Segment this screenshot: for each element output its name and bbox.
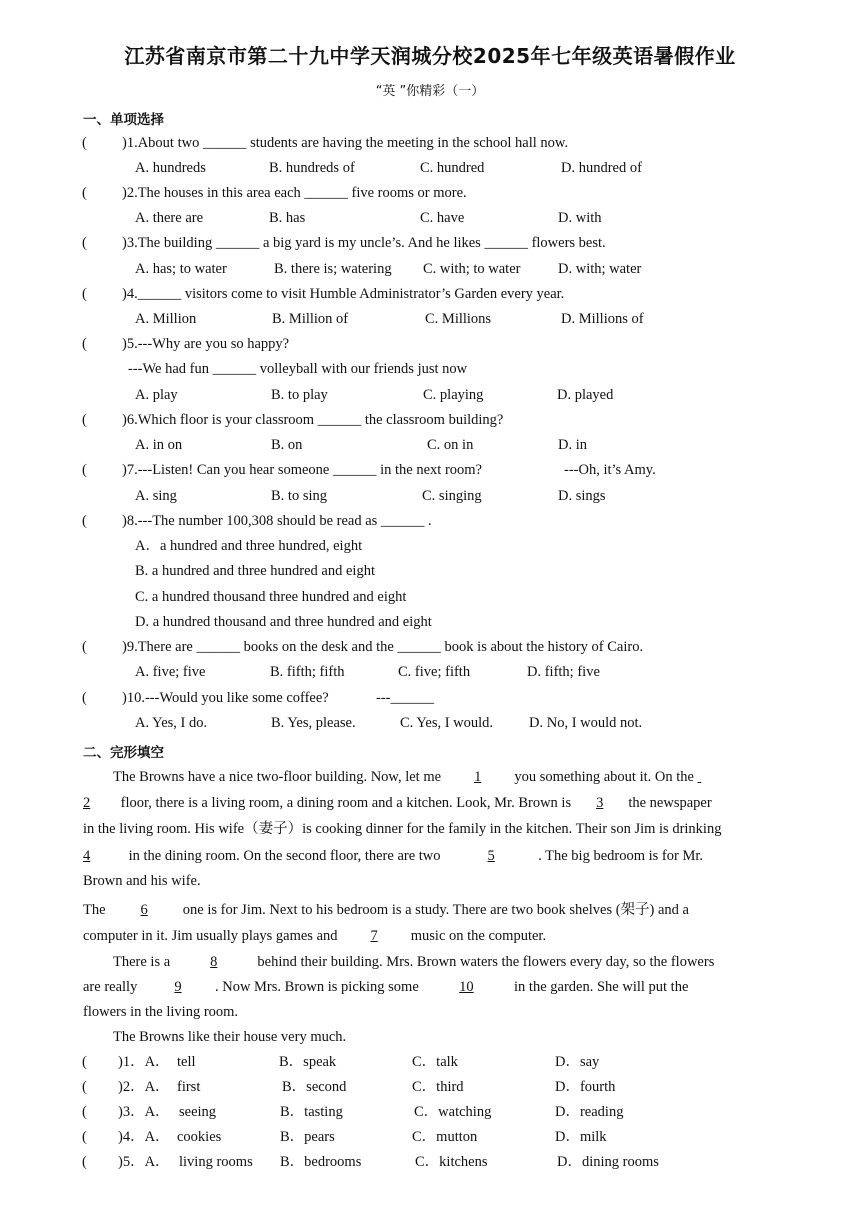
option-d: D. in — [558, 437, 587, 453]
option-d: D. a hundred thousand and three hundred and eight — [135, 614, 432, 630]
question-stem: )2.The houses in this area each ______ five rooms or more. — [122, 185, 467, 201]
page-subtitle: “英 ”你精彩（一） — [375, 84, 485, 99]
cloze-question-number: )5．A． — [118, 1154, 170, 1170]
section-heading-multiple-choice: 一、单项选择 — [83, 112, 164, 128]
blank-1: 1 — [474, 769, 482, 785]
passage-line: are really 9 . Now Mrs. Brown is picking some 10 in the garden. She will put the — [83, 979, 689, 995]
question-stem: )1.About two ______ students are having the meeting in the school hall now. — [122, 135, 569, 151]
option-c: C．watching — [414, 1104, 492, 1120]
option-c: C．talk — [412, 1054, 458, 1070]
passage-line: 2 floor, there is a living room, a dining room and a kitchen. Look, Mr. Brown is 3 the newspaper — [83, 795, 712, 811]
passage-line: in the living room. His wife（妻子）is cooking dinner for the family in the kitchen. Their son Jim is drinking — [83, 821, 722, 837]
option-a: cookies — [177, 1129, 222, 1145]
option-c: C．third — [412, 1079, 464, 1095]
question-stem: )5.---Why are you so happy? — [122, 336, 290, 352]
question-reply: ---Oh, it’s Amy. — [564, 462, 656, 478]
option-b: B. Yes, please. — [271, 715, 356, 731]
option-b: B．speak — [279, 1054, 337, 1070]
option-b: B. a hundred and three hundred and eight — [135, 563, 375, 579]
option-c: C. five; fifth — [398, 664, 471, 680]
answer-paren: ( — [82, 639, 87, 655]
option-a: A. sing — [135, 488, 177, 504]
option-b: B. fifth; fifth — [270, 664, 345, 680]
option-d: D. No, I would not. — [529, 715, 643, 731]
passage-line: 4 in the dining room. On the second floor, there are two 5 . The big bedroom is for Mr. — [83, 848, 704, 864]
passage-line: The 6 one is for Jim. Next to his bedroom is a study. There are two book shelves (架子) and a — [83, 902, 689, 918]
cloze-question-number: )2．A． — [118, 1079, 170, 1095]
option-b: B．bedrooms — [280, 1154, 362, 1170]
option-b: B. Million of — [272, 311, 349, 327]
question-stem-line2: ---We had fun ______ volleyball with our friends just now — [128, 361, 468, 377]
option-b: B．tasting — [280, 1104, 343, 1120]
answer-paren: ( — [82, 1104, 87, 1120]
question-stem: )7.---Listen! Can you hear someone ______ in the next room? — [122, 462, 482, 478]
answer-paren: ( — [82, 185, 87, 201]
page-title: 江苏省南京市第二十九中学天润城分校2025年七年级英语暑假作业 — [124, 44, 736, 68]
answer-paren: ( — [82, 462, 87, 478]
answer-paren: ( — [82, 412, 87, 428]
question-stem: )8.---The number 100,308 should be read as ______ . — [122, 513, 432, 529]
section-heading-cloze: 二、完形填空 — [83, 745, 164, 761]
answer-paren: ( — [82, 1079, 87, 1095]
passage-line: The Browns have a nice two-floor building. Now, let me 1 you something about it. On the — [113, 768, 803, 786]
option-c: C. with; to water — [423, 261, 521, 277]
option-a: A. five; five — [135, 664, 206, 680]
answer-paren: ( — [82, 235, 87, 251]
answer-paren: ( — [82, 1054, 87, 1070]
question-stem: )4.______ visitors come to visit Humble Administrator’s Garden every year. — [122, 286, 565, 302]
option-a: A. in on — [135, 437, 183, 453]
cloze-question-number: )4．A． — [118, 1129, 170, 1145]
option-a: living rooms — [179, 1154, 253, 1170]
option-b: B．second — [282, 1079, 347, 1095]
option-d: D．milk — [555, 1129, 607, 1145]
option-a: tell — [177, 1054, 196, 1070]
blank-8: 8 — [210, 954, 218, 970]
cloze-question-number: )1．A． — [118, 1054, 170, 1070]
passage-line: flowers in the living room. — [83, 1004, 239, 1020]
option-c: C. hundred — [420, 160, 485, 176]
option-b: B. to sing — [271, 488, 327, 504]
blank-2: 2 — [83, 795, 91, 811]
option-d: D. with — [558, 210, 602, 226]
option-c: C. a hundred thousand three hundred and eight — [135, 589, 407, 605]
cloze-question-number: )3．A． — [118, 1104, 170, 1120]
passage-line: Brown and his wife. — [83, 873, 201, 889]
passage-line: computer in it. Jim usually plays games and 7 music on the computer. — [83, 928, 547, 944]
answer-paren: ( — [82, 1129, 87, 1145]
option-d: D. played — [557, 387, 614, 403]
option-d: D. fifth; five — [527, 664, 600, 680]
option-b: B．pears — [280, 1129, 335, 1145]
option-a: A. Million — [135, 311, 197, 327]
option-c: C. on in — [427, 437, 474, 453]
option-a: seeing — [179, 1104, 217, 1120]
blank-10: 10 — [459, 979, 474, 995]
option-d: D. with; water — [558, 261, 642, 277]
passage-line: There is a 8 behind their building. Mrs. Brown waters the flowers every day, so the flowers — [113, 954, 715, 970]
option-c: C．kitchens — [415, 1154, 488, 1170]
option-a: A. has; to water — [135, 261, 227, 277]
blank-5: 5 — [487, 848, 495, 864]
option-c: C．mutton — [412, 1129, 478, 1145]
option-b: B. to play — [271, 387, 328, 403]
blank-3: 3 — [596, 795, 604, 811]
option-d: D. sings — [558, 488, 606, 504]
option-b: B. on — [271, 437, 303, 453]
option-d: D. hundred of — [561, 160, 642, 176]
option-c: C. Millions — [425, 311, 492, 327]
option-d: D. Millions of — [561, 311, 644, 327]
option-d: D．reading — [555, 1104, 624, 1120]
blank-9: 9 — [174, 979, 182, 995]
option-c: C. singing — [422, 488, 482, 504]
option-c: C. playing — [423, 387, 484, 403]
question-stem: )9.There are ______ books on the desk and the ______ book is about the history of Cairo. — [122, 639, 644, 655]
option-d: D．fourth — [555, 1079, 616, 1095]
answer-paren: ( — [82, 336, 87, 352]
option-c: C. have — [420, 210, 465, 226]
question-reply: ---______ — [376, 690, 434, 706]
option-a: A. there are — [135, 210, 204, 226]
option-b: B. has — [269, 210, 306, 226]
option-b: B. there is; watering — [274, 261, 392, 277]
question-stem: )6.Which floor is your classroom ______ the classroom building? — [122, 412, 504, 428]
question-stem: )10.---Would you like some coffee? — [122, 690, 329, 706]
answer-paren: ( — [82, 286, 87, 302]
blank-7: 7 — [370, 928, 378, 944]
answer-paren: ( — [82, 690, 87, 706]
option-a: first — [177, 1079, 201, 1095]
passage-line: The Browns like their house very much. — [113, 1029, 347, 1045]
option-b: B. hundreds of — [269, 160, 355, 176]
option-a: A. hundreds — [135, 160, 206, 176]
option-d: D．say — [555, 1054, 600, 1070]
option-a: A. play — [135, 387, 178, 403]
option-d: D．dining rooms — [557, 1154, 659, 1170]
answer-paren: ( — [82, 135, 87, 151]
option-a: A．a hundred and three hundred, eight — [135, 538, 363, 554]
answer-paren: ( — [82, 513, 87, 529]
blank-4: 4 — [83, 848, 91, 864]
option-c: C. Yes, I would. — [400, 715, 494, 731]
answer-paren: ( — [82, 1154, 87, 1170]
blank-2-start — [698, 768, 728, 786]
option-a: A. Yes, I do. — [135, 715, 208, 731]
question-stem: )3.The building ______ a big yard is my uncle’s. And he likes ______ flowers best. — [122, 235, 606, 251]
blank-6: 6 — [140, 902, 148, 918]
